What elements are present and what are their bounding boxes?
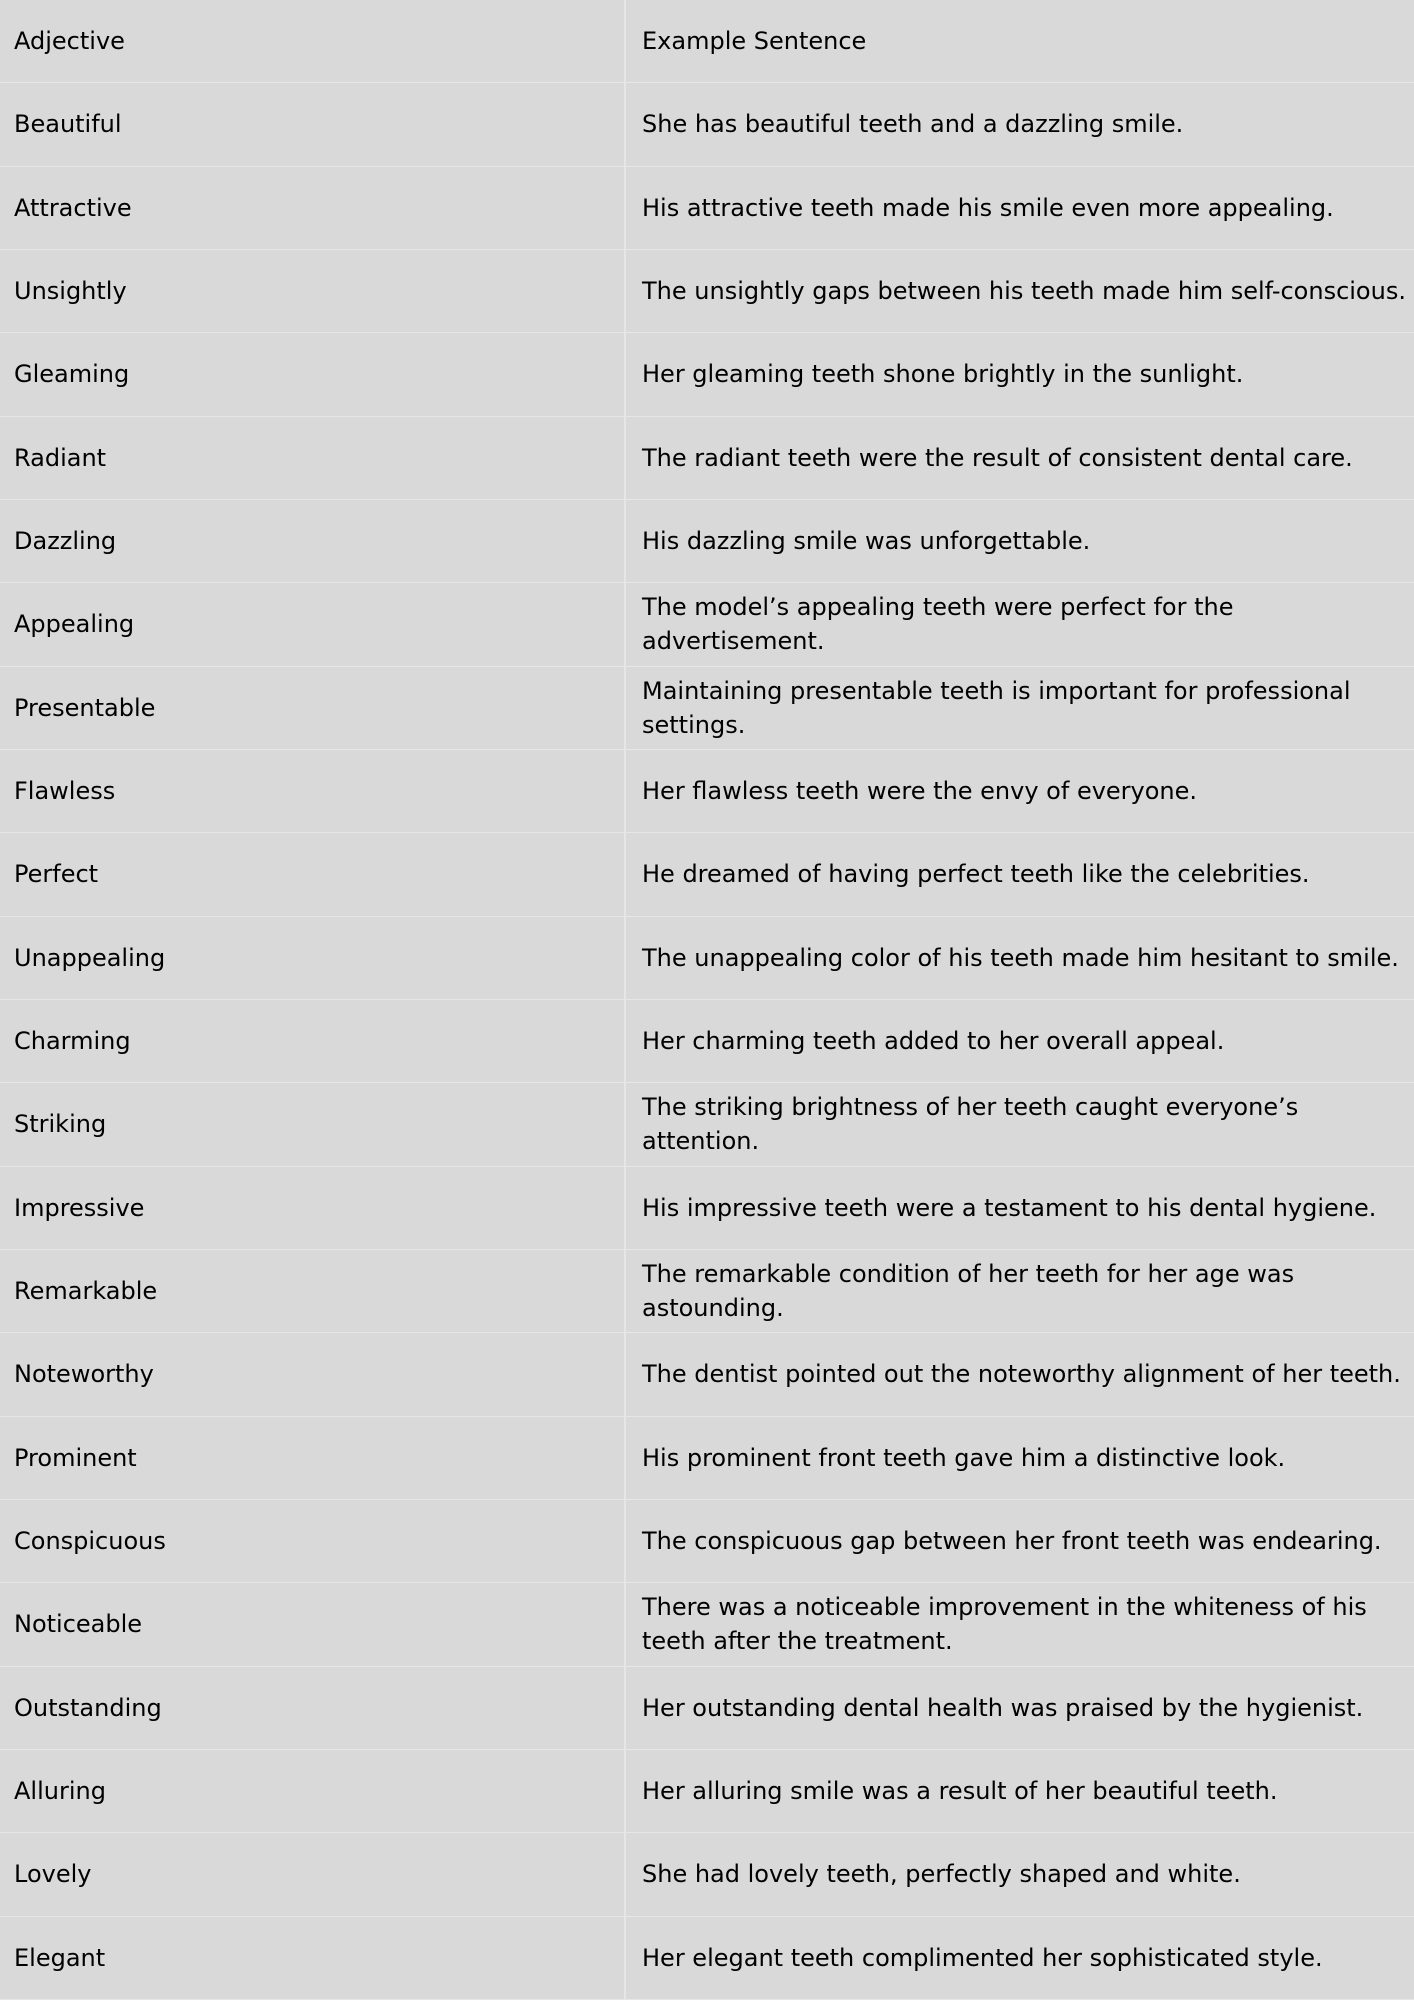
sentence-cell: The model’s appealing teeth were perfect for the advertisement. <box>626 583 1414 666</box>
adjective-cell: Striking <box>0 1083 626 1166</box>
sentence-cell: Maintaining presentable teeth is important for professional settings. <box>626 667 1414 750</box>
sentence-cell: Her elegant teeth complimented her sophisticated style. <box>626 1917 1414 2000</box>
sentence-cell: There was a noticeable improvement in the whiteness of his teeth after the treatment. <box>626 1583 1414 1666</box>
adjective-cell: Elegant <box>0 1917 626 2000</box>
sentence-cell: She had lovely teeth, perfectly shaped and white. <box>626 1833 1414 1916</box>
adjective-cell: Attractive <box>0 167 626 250</box>
sentence-cell: The dentist pointed out the noteworthy alignment of her teeth. <box>626 1333 1414 1416</box>
adjective-cell: Conspicuous <box>0 1500 626 1583</box>
adjective-cell: Appealing <box>0 583 626 666</box>
sentence-cell: Her charming teeth added to her overall appeal. <box>626 1000 1414 1083</box>
adjective-cell: Noteworthy <box>0 1333 626 1416</box>
sentence-cell: She has beautiful teeth and a dazzling smile. <box>626 83 1414 166</box>
adjective-cell: Beautiful <box>0 83 626 166</box>
sentence-cell: The unappealing color of his teeth made him hesitant to smile. <box>626 917 1414 1000</box>
adjective-cell: Charming <box>0 1000 626 1083</box>
sentence-cell: Her outstanding dental health was praised by the hygienist. <box>626 1667 1414 1750</box>
adjective-cell: Impressive <box>0 1167 626 1250</box>
sentence-cell: His attractive teeth made his smile even more appealing. <box>626 167 1414 250</box>
sentence-cell: His dazzling smile was unforgettable. <box>626 500 1414 583</box>
adjective-cell: Perfect <box>0 833 626 916</box>
header-adjective: Adjective <box>0 0 626 83</box>
sentence-cell: Her gleaming teeth shone brightly in the sunlight. <box>626 333 1414 416</box>
sentence-cell: The remarkable condition of her teeth for her age was astounding. <box>626 1250 1414 1333</box>
adjective-cell: Unappealing <box>0 917 626 1000</box>
sentence-cell: His prominent front teeth gave him a distinctive look. <box>626 1417 1414 1500</box>
sentence-cell: The striking brightness of her teeth caught everyone’s attention. <box>626 1083 1414 1166</box>
sentence-cell: Her alluring smile was a result of her beautiful teeth. <box>626 1750 1414 1833</box>
sentence-cell: The conspicuous gap between her front teeth was endearing. <box>626 1500 1414 1583</box>
header-example-sentence: Example Sentence <box>626 0 1414 83</box>
adjective-cell: Presentable <box>0 667 626 750</box>
adjective-cell: Remarkable <box>0 1250 626 1333</box>
sentence-cell: The unsightly gaps between his teeth made him self-conscious. <box>626 250 1414 333</box>
sentence-cell: His impressive teeth were a testament to his dental hygiene. <box>626 1167 1414 1250</box>
adjective-cell: Unsightly <box>0 250 626 333</box>
adjective-cell: Alluring <box>0 1750 626 1833</box>
adjective-cell: Noticeable <box>0 1583 626 1666</box>
sentence-cell: He dreamed of having perfect teeth like the celebrities. <box>626 833 1414 916</box>
sentence-cell: The radiant teeth were the result of consistent dental care. <box>626 417 1414 500</box>
sentence-cell: Her flawless teeth were the envy of everyone. <box>626 750 1414 833</box>
adjective-cell: Gleaming <box>0 333 626 416</box>
adjective-cell: Flawless <box>0 750 626 833</box>
adjective-cell: Dazzling <box>0 500 626 583</box>
adjective-cell: Outstanding <box>0 1667 626 1750</box>
adjective-cell: Radiant <box>0 417 626 500</box>
adjective-cell: Lovely <box>0 1833 626 1916</box>
adjective-cell: Prominent <box>0 1417 626 1500</box>
